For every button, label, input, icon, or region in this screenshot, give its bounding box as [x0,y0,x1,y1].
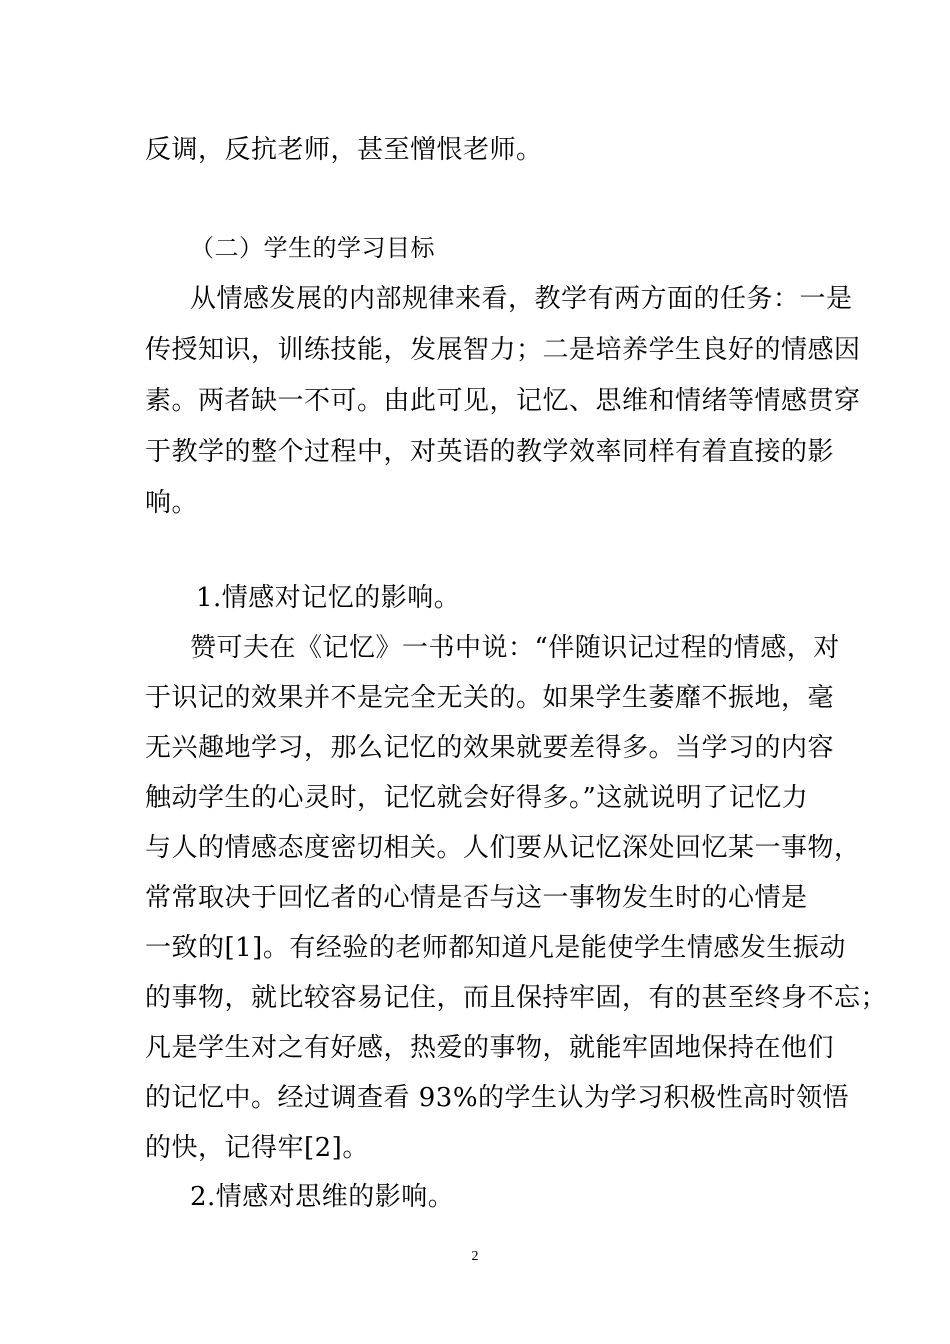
text-line: 无兴趣地学习，那么记忆的效果就要差得多。当学习的内容 [145,733,835,763]
text-line: 赞可夫在《记忆》一书中说：“伴随识记过程的情感，对 [190,633,840,663]
subheading: 2.情感对思维的影响。 [190,1182,455,1212]
page-number: 2 [471,1249,479,1264]
text-line: 素。两者缺一不可。由此可见，记忆、思维和情绪等情感贯穿 [145,386,861,416]
text-line: 一致的[1]。有经验的老师都知道凡是能使学生情感发生振动 [145,933,846,963]
section-heading: （二）学生的学习目标 [190,234,435,262]
text-line: 响。 [145,488,199,518]
subheading: 1.情感对记忆的影响。 [196,583,461,613]
text-line: 凡是学生对之有好感，热爱的事物，就能牢固地保持在他们 [145,1033,835,1063]
text-line: 从情感发展的内部规律来看，教学有两方面的任务：一是 [190,284,853,314]
text-line: 传授知识，训练技能，发展智力；二是培养学生良好的情感因 [145,335,861,365]
text-line: 与人的情感态度密切相关。人们要从记忆深处回忆某一事物， [145,833,861,863]
text-line: 于教学的整个过程中，对英语的教学效率同样有着直接的影 [145,437,835,467]
text-line: 的快，记得牢[2]。 [145,1133,369,1163]
text-line: 常常取决于回忆者的心情是否与这一事物发生时的心情是 [145,883,808,913]
text-line: 的事物，就比较容易记住，而且保持牢固，有的甚至终身不忘； [145,983,888,1013]
text-line: 的记忆中。经过调查看 93%的学生认为学习积极性高时领悟 [145,1083,850,1113]
text-line: 反调，反抗老师，甚至憎恨老师。 [145,135,543,165]
text-line: 于识记的效果并不是完全无关的。如果学生萎靡不振地，毫 [145,683,835,713]
text-line: 触动学生的心灵时，记忆就会好得多。”这就说明了记忆力 [145,783,809,813]
